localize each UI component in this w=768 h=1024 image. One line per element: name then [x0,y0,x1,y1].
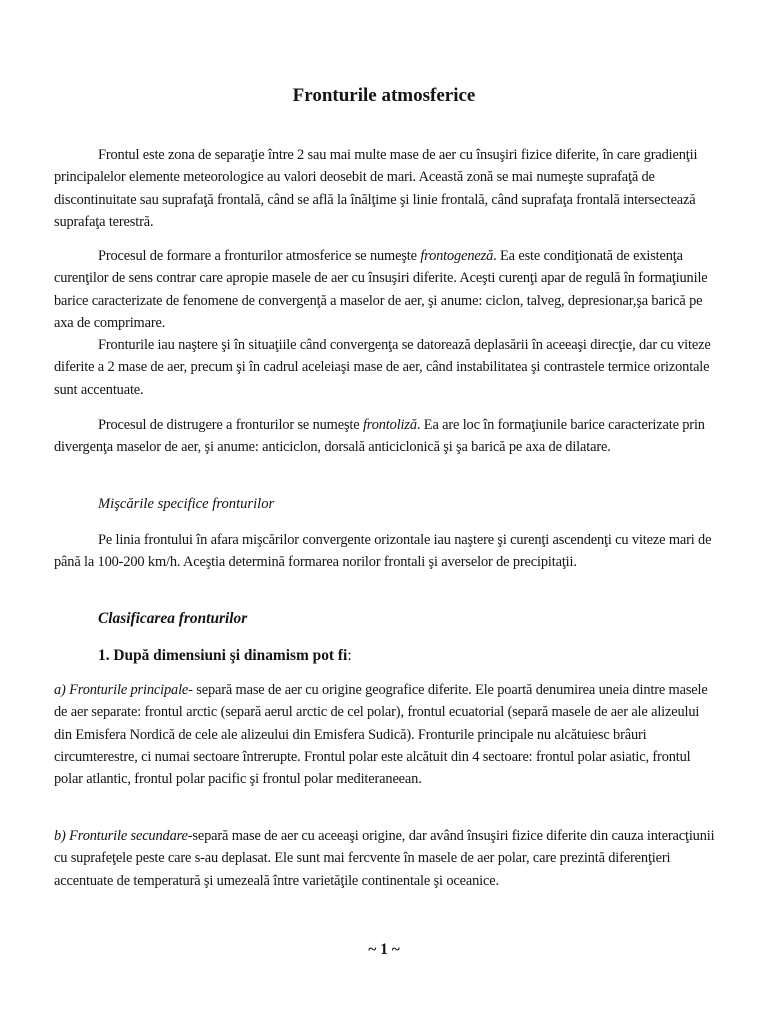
frontolysis-term: frontoliză [362,417,417,433]
secondary-fronts-text: -separă mase de aer cu aceeaşi origine, dar având însuşiri fizice diferite din cauza interacţiunii cu suprafeţele peste care s-au deplasat. Ele sunt mai fercvente în masele de aer polar, care prezintă diferenţieri accentuate de temperatură şi umezeală între varietăţile continentale şi oceanice. [54,828,715,889]
heading-front-movements: Mişcările specifice fronturilor [98,496,275,512]
heading-dimensions-colon: : [347,647,352,664]
page-title: Fronturile atmosferice [292,85,476,106]
paragraph-front-formation: Fronturile iau naştere şi în situaţiile când convergenţa se datorează deplasării în aceeaşi direcţie, dar cu viteze diferite a 2 mase de aer, precum şi în cadrul aceleiaşi mase de aer, când instabilitatea şi contrastele termice orizontale sunt accentuate. [54,337,711,398]
heading-dimensions-text: 1. După dimensiuni şi dinamism pot fi [98,647,348,664]
paragraph-frontogenesis [54,245,718,334]
principal-fronts-text: - separă mase de aer cu origine geografice diferite. Ele poartă denumirea uneia dintre masele de aer separate: frontul arctic (separă aerul arctic de cel polar), frontul ecuatorial (separă masele de aer ale alizeului din Emisfera Nordică de cele ale alizeului din Emisfera Sudică). Fronturile principale nu alcătuiesc brâuri circumterestre, ci numai sectoare întrerupte. Frontul polar este alcătuit din 4 sectoare: frontul polar asiatic, frontul polar atlantic, frontul polar pacific şi frontul polar mediteraneean. [54,682,708,788]
frontolysis-text-before: Procesul de distrugere a fronturilor se numeşte [98,417,363,433]
secondary-fronts-term: b) Fronturile secundare [54,828,188,844]
heading-classification: Clasificarea fronturilor [98,610,248,627]
paragraph-frontolysis [54,414,718,459]
paragraph-front-movements: Pe linia frontului în afara mişcărilor convergente orizontale iau naştere şi curenţi ascendenţi cu viteze mari de până la 100-200 km/h. Aceştia determină formarea norilor frontali şi averselor de precipitaţii. [54,532,712,571]
frontogenesis-term: frontogeneză [420,248,494,264]
paragraph-front-definition: Frontul este zona de separaţie între 2 sau mai multe mase de aer cu însuşiri fizice diferite, în care gradienţii principalelor elemente meteorologice au valori deosebit de mari. Această zonă se mai numeşte suprafaţă de discontinuitate sau suprafaţă frontală, când se află la înălţime şi linie frontală, când suprafaţa frontală intersectează suprafaţa terestră. [54,147,698,230]
heading-dimensions [98,645,352,667]
page-number: ~ 1 ~ [368,941,400,958]
frontogenesis-text-before: Procesul de formare a fronturilor atmosferice se numeşte [98,248,421,264]
paragraph-secondary-fronts [54,825,718,892]
frontogenesis-text-after: . Ea este condiţionată de existenţa curenţilor de sens contrar care apropie masele de aer cu însuşiri diferite. Aceşti curenţi apar de regulă în formaţiunile barice caracterizate de fenomene de convergenţă a maselor de aer, şi anume: ciclon, talveg, depresionar,şa barică pe axa de comprimare. [54,248,708,331]
paragraph-principal-fronts [54,679,718,790]
frontolysis-text-after: . Ea are loc în formaţiunile barice caracterizate prin divergenţa maselor de aer, şi anume: anticiclon, dorsală anticiclonică şi şa barică pe axa de dilatare. [54,417,705,456]
principal-fronts-term: a) Fronturile principale [54,682,189,698]
